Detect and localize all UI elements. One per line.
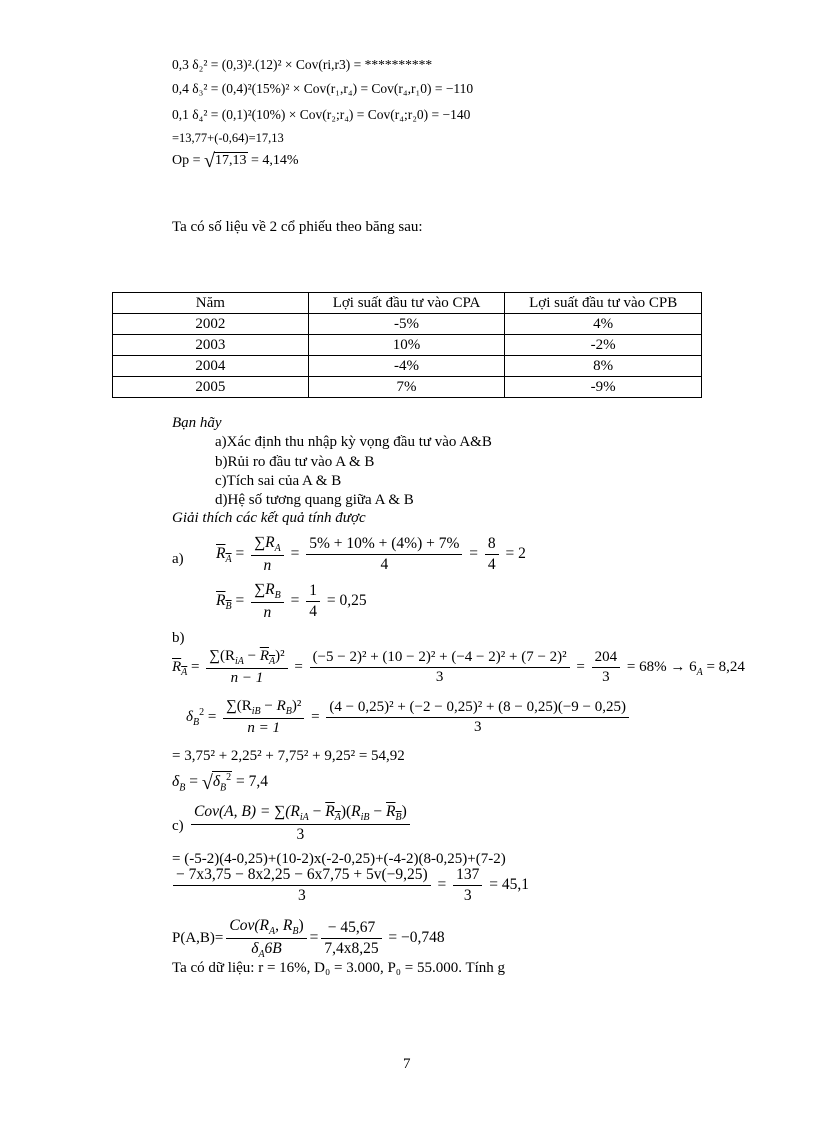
variance-b: $\delta_B^2$ = $\frac{\sum(R_{iB} - R_B)^2}{n = 1}$ = $\frac{\text{(4 − 0,25)² + (−2 − 0,25)² + (8 − 0,25)(−9 − 0,25)}}{3}$ (186, 698, 632, 737)
frac-sum-rb: $\frac{\sum R_B}{n}$ (251, 581, 284, 622)
frac-var-b-expr: $\frac{\text{(4 − 0,25)² + (−2 − 0,25)² + (8 − 0,25)(−9 − 0,25)}}{3}$ (326, 699, 629, 736)
frac-var-a-simpl: $\frac{204}{3}$ (592, 649, 621, 686)
frac-var-a: $\frac{\sum(R_{iA} - R_A)^2}{n - 1}$ (206, 648, 287, 687)
header-year: Năm (113, 293, 309, 314)
cell-cpb: -9% (505, 377, 702, 398)
frac-cov-simpl: $\frac{137}{3}$ (453, 866, 482, 905)
variance-line-3: 0,1 δ₄² = (0,1)²(10%) × Cov(r₂;r₄) = Cov(r₄;r₂0) = −140 (172, 107, 471, 122)
frac-ra-expr: $\frac{5\% + 10\% + (4\%) + 7\%}{4}$ (306, 535, 462, 574)
covariance-formula (188, 803, 413, 844)
correlation-line: P(A,B)= $\frac{Cov(R_A, R_B)}{\delta_A6B}$ = $\frac{- 45,67}{7,4x8,25}$ = −0,748 (172, 917, 445, 961)
data-line: Ta có dữ liệu: r = 16%, D₀ = 3.000, P₀ = 55.000. Tính g (172, 960, 506, 976)
table-row (113, 377, 702, 398)
variance-line-2: 0,4 δ₃² = (0,4)²(15%)² × Cov(r₁,r₄) = Cov(r₄,r₁0) = −110 (172, 81, 474, 96)
frac-rb: $\frac{1}{4}$ (306, 582, 320, 621)
table-row (113, 314, 702, 335)
frac-var-a-expr: $\frac{\text{(−5 − 2)² + (10 − 2)² + (−4 − 2)² + (7 − 2)²}}{3}$ (310, 649, 570, 686)
table-row (113, 335, 702, 356)
covariance-line: = (-5-2)(4-0,25)+(10-2)x(-2-0,25)+(-4-2)(8-0,25)+(7-2) (172, 851, 506, 867)
cell-cpa: 7% (308, 377, 505, 398)
task-heading: Bạn hãy (172, 415, 222, 431)
cell-year: 2004 (113, 356, 309, 377)
cell-year: 2003 (113, 335, 309, 356)
part-a-label: a) (172, 551, 184, 567)
task-item-a: a)Xác định thu nhập kỳ vọng đầu tư vào A&B (215, 434, 492, 450)
sigma-p-line: Op = √17,13 = 4,14% (172, 150, 299, 172)
frac-var-b: $\frac{\sum(R_{iB} - R_B)^2}{n = 1}$ (223, 698, 304, 737)
header-cpa: Lợi suất đầu tư vào CPA (308, 293, 505, 314)
cell-year: 2005 (113, 377, 309, 398)
cell-cpb: 4% (505, 314, 702, 335)
task-item-d: d)Hệ số tương quang giữa A & B (215, 492, 414, 508)
sqrt-value: 17,13 (215, 153, 247, 168)
variance-line-1: 0,3 δ₂² = (0,3)².(12)² × Cov(ri,r3) = ********** (172, 57, 433, 72)
expected-return-a: $R_A$ = $\frac{\sum R_A}{n}$ = $\frac{5\% + 10\% + (4\%) + 7\%}{4}$ = $\frac{8}{4}$ = 2 (216, 534, 526, 575)
sd-b: $\delta_B = √\delta_B^2 = 7,4$ (172, 772, 269, 795)
task-item-b: b)Rủi ro đầu tư vào A & B (215, 454, 375, 470)
expected-return-b: $R_B$ = $\frac{\sum R_B}{n}$ = $\frac{1}{4}$ = 0,25 (216, 581, 367, 622)
sum-line: =13,77+(-0,64)=17,13 (172, 131, 284, 145)
part-b-label: b) (172, 630, 185, 646)
task-item-c: c)Tích sai của A & B (215, 473, 342, 489)
returns-table (112, 292, 702, 398)
frac-cov-expr: $\frac{- 7x3,75 - 8x2,25 - 6x7,75 + 5v(-9,25)}{3}$ (173, 866, 431, 905)
variance-a: $R_A$ = $\frac{\sum(R_{iA} - R_A)^2}{n - 1}$ = $\frac{\text{(−5 − 2)² + (10 − 2)² + (−4 − 2)² + (7 − 2)²}}{3}$ = $\frac{204}{3}$ = $68\% \to 6_A = 8,24$ (172, 648, 745, 686)
table-header-row (113, 293, 702, 314)
table-row (113, 356, 702, 377)
frac-corr-values: $\frac{- 45,67}{7,4x8,25}$ (321, 919, 381, 958)
variance-b-sum: = 3,75² + 2,25² + 7,75² + 9,25² = 54,92 (172, 748, 405, 764)
explain-heading: Giải thích các kết quả tính được (172, 510, 366, 526)
cell-cpa: -5% (308, 314, 505, 335)
page-number: 7 (403, 1056, 411, 1072)
header-cpb: Lợi suất đầu tư vào CPB (505, 293, 702, 314)
cell-year: 2002 (113, 314, 309, 335)
frac-sum-ra: $\frac{\sum R_A}{n}$ (251, 534, 284, 575)
cell-cpb: -2% (505, 335, 702, 356)
cell-cpa: 10% (308, 335, 505, 356)
part-c-label: c) (172, 818, 184, 834)
frac-cov: $\frac{Cov(A, B) = \sum(R_{iA} - R_A)(R_{iB} - R_B)}{3}$ (191, 803, 410, 844)
frac-ra-simpl: $\frac{8}{4}$ (485, 535, 499, 574)
frac-corr: $\frac{Cov(R_A, R_B)}{\delta_A6B}$ (226, 917, 306, 960)
cell-cpb: 8% (505, 356, 702, 377)
covariance-result: $\frac{- 7x3,75 - 8x2,25 - 6x7,75 + 5v(-9,25)}{3}$ = $\frac{137}{3}$ = 45,1 (170, 866, 529, 905)
cell-cpa: -4% (308, 356, 505, 377)
table-intro: Ta có số liệu về 2 cổ phiếu theo băng sau: (172, 219, 423, 235)
